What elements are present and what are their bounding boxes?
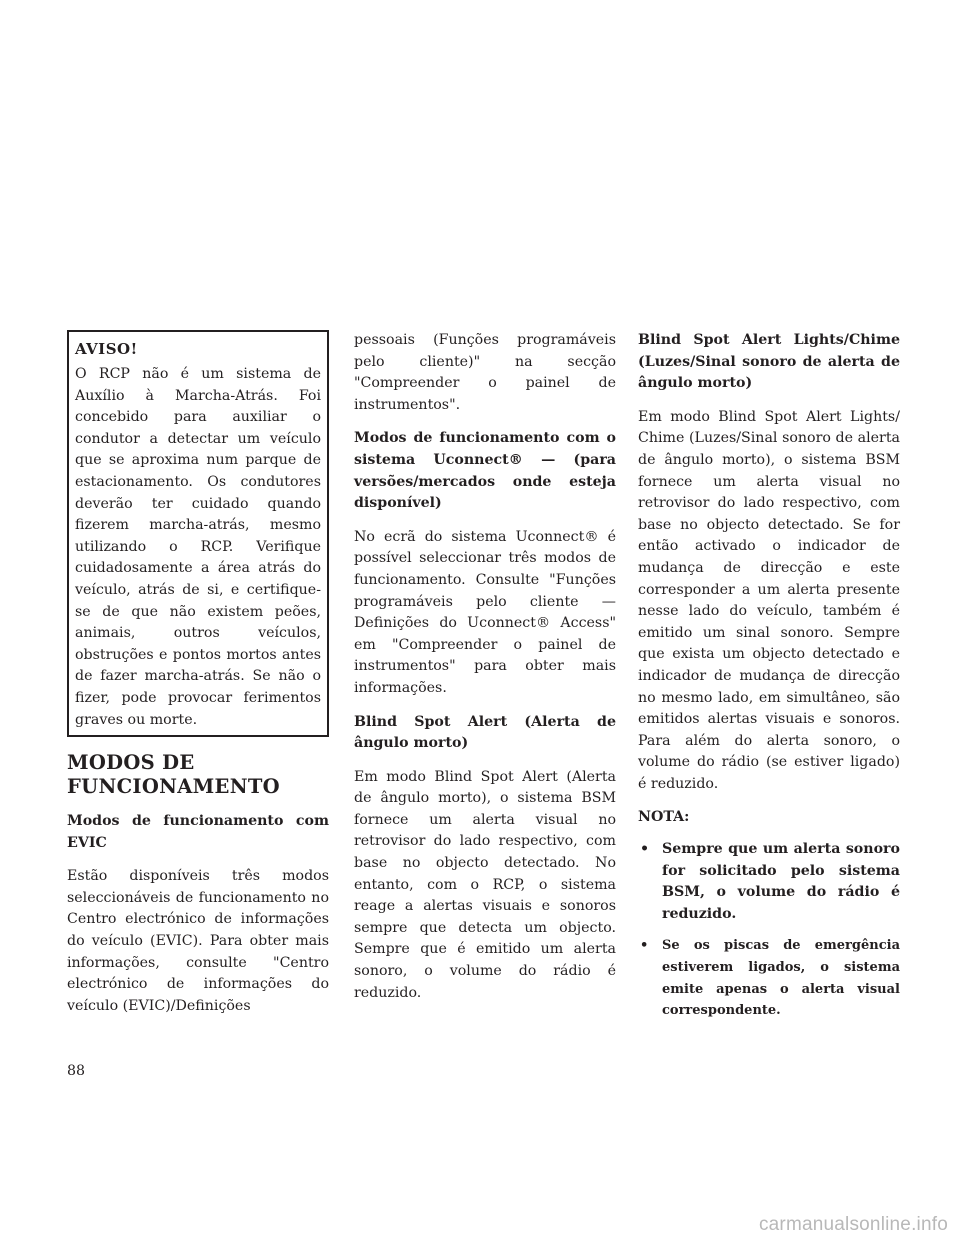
bullet-icon: • xyxy=(640,841,650,858)
column-middle xyxy=(354,330,616,1016)
paragraph-blind-spot-alert: Em modo Blind Spot Alert (Alerta de ângulo morto), o sistema BSM fornece um alerta visual no retrovisor do lado respectivo, com base no objecto detectado. No entanto, com o RCP, o sistema reage a alertas visuais e sonoros sempre que detecta um objecto. Sempre que é emitido um alerta sonoro, o volume do rádio é reduzido. xyxy=(354,768,616,1001)
column-right xyxy=(638,330,900,1032)
watermark: carmanualsonline.info xyxy=(758,1214,948,1235)
paragraph-evic-continued: pessoais (Funções programáveis pelo cliente)" na secção "Compreender o painel de instrumentos". xyxy=(354,332,616,413)
column-left xyxy=(67,330,329,1029)
paragraph-alert-lights-chime: Em modo Blind Spot Alert Lights/ Chime (Luzes/Sinal sonoro de alerta de ângulo morto), o sistema BSM fornece um alerta visual no retrovisor do lado respectivo, com base no objecto detectado. Se for então activado o indicador de mudança de direcção e este corresponder a um alerta presente nesse lado do veículo, também é emitido um sinal sonoro. Sempre que exista um objecto detectado e indicador de mudança de direcção no mesmo lado, em simultâneo, são emitidos alertas visuais e sonoros. Para além do alerta sonoro, o volume do rádio (se estiver ligado) é reduzido. xyxy=(638,408,900,792)
subheading-alert-lights-chime: Blind Spot Alert Lights/Chime (Luzes/Sinal sonoro de alerta de ângulo morto) xyxy=(638,332,900,392)
note-label: NOTA: xyxy=(638,809,690,826)
note-bullet-text: Sempre que um alerta sonoro for solicitado pelo sistema BSM, o volume do rádio é reduzido. xyxy=(662,841,900,922)
note-bullet-item xyxy=(638,839,900,925)
subheading-blind-spot-alert: Blind Spot Alert (Alerta de ângulo morto) xyxy=(354,713,616,752)
paragraph-evic: Estão disponíveis três modos seleccionáveis de funcionamento no Centro electrónico de informações do veículo (EVIC). Para obter mais informações, consulte "Centro electrónico de informações do veículo (EVIC)/Definições xyxy=(67,868,329,1014)
note-bullet-list xyxy=(638,839,900,1022)
subheading-evic: Modos de funcionamento com EVIC xyxy=(67,813,329,851)
bullet-icon: • xyxy=(640,938,649,954)
warning-text: O RCP não é um sistema de Auxílio à Marcha-Atrás. Foi concebido para auxiliar o condutor a detectar um veículo que se aproxima num parque de estacionamento. Os condutores deverão ter cuidado quando fizerem marcha-atrás, mesmo utilizando o RCP. Verifique cuidadosamente a área atrás do veículo, atrás de si, e certifique-se de que não existem peões, animais, outros veículos, obstruções e pontos mortos antes de fazer marcha-atrás. Se não o fizer, pode provocar ferimentos graves ou morte. xyxy=(75,366,321,728)
paragraph-uconnect: No ecrã do sistema Uconnect® é possível seleccionar três modos de funcionamento. Consulte "Funções programáveis pelo cliente — Definições do Uconnect® Access" em "Compreender o painel de instrumentos" para obter mais informações. xyxy=(354,528,616,696)
warning-box xyxy=(67,330,329,737)
note-bullet-text: Se os piscas de emergência estiverem ligados, o sistema emite apenas o alerta visual correspondente. xyxy=(662,938,900,1019)
warning-title: AVISO! xyxy=(75,340,138,358)
page-number: 88 xyxy=(67,1063,86,1079)
subheading-uconnect: Modos de funcionamento com o sistema Uconnect® — (para versões/mercados onde esteja disponível) xyxy=(354,430,616,512)
note-bullet-item xyxy=(638,935,900,1021)
section-heading: MODOS DE FUNCIONAMENTO xyxy=(67,751,280,799)
